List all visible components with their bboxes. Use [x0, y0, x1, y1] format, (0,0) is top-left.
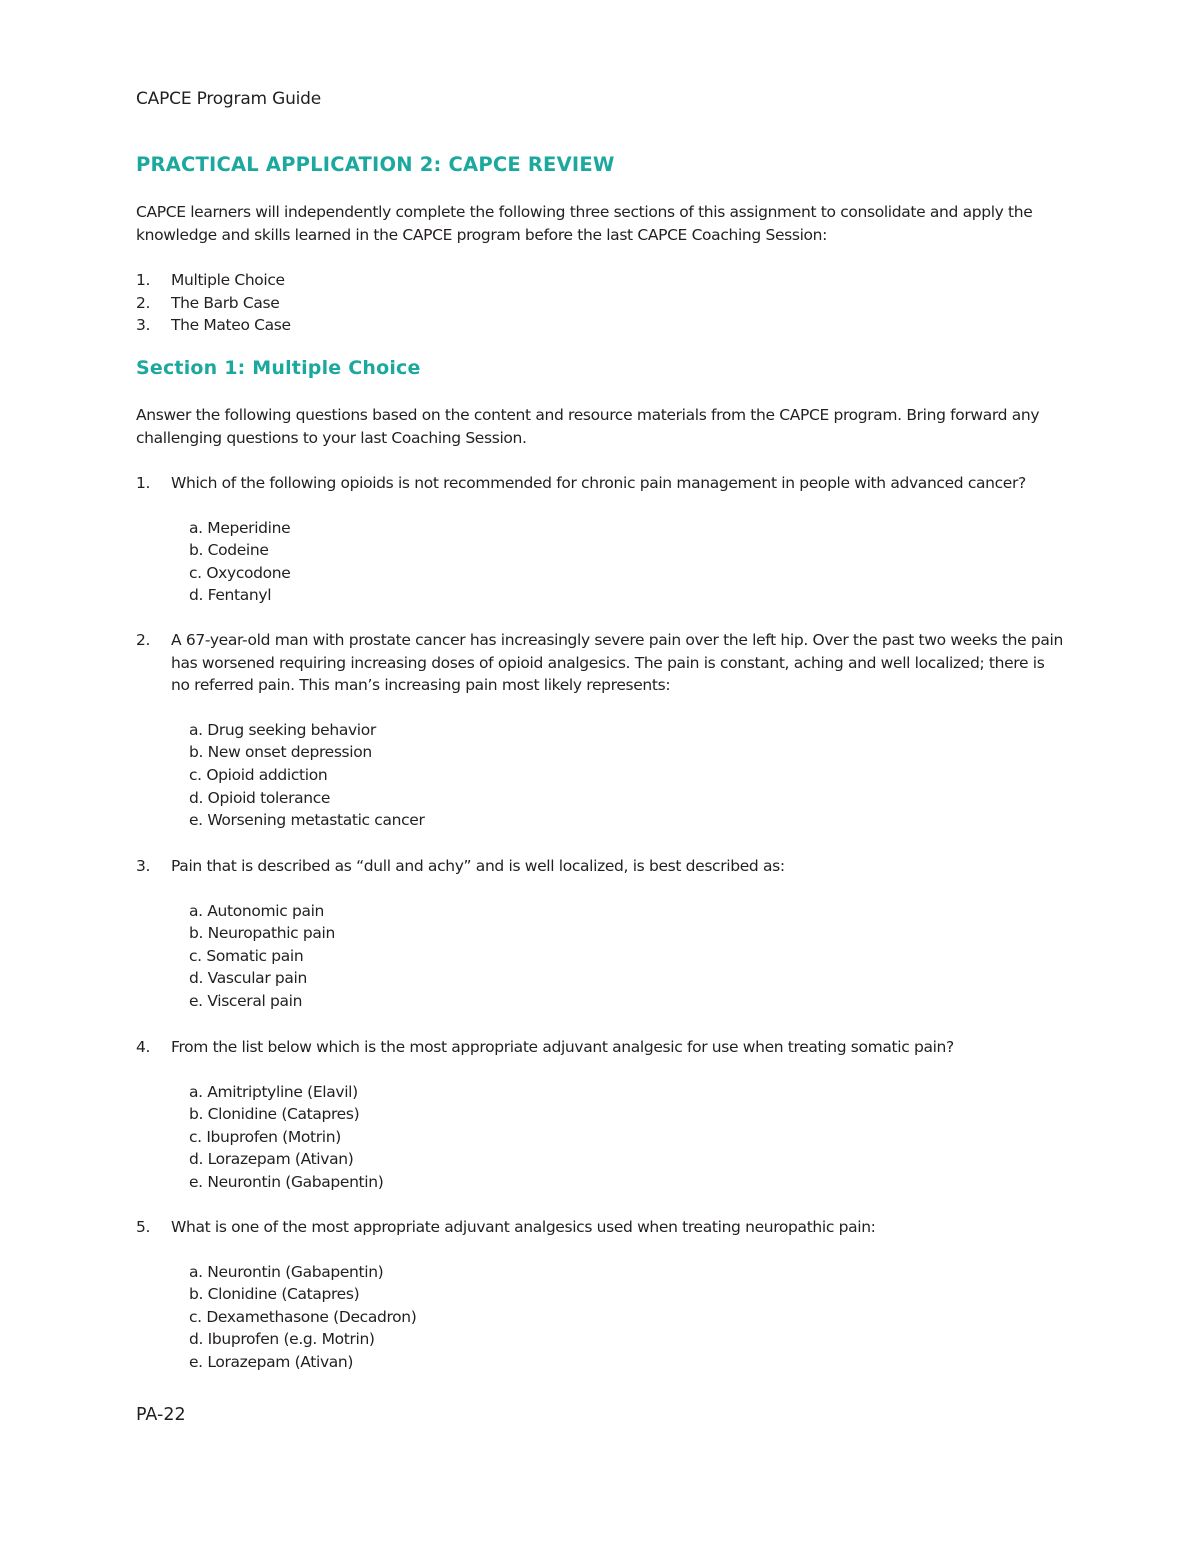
- question-3: [136, 855, 1076, 1013]
- question-text: Which of the following opioids is not recommended for chronic pain management in people with advanced cancer?: [171, 474, 1026, 492]
- answer-option: e. Worsening metastatic cancer: [189, 811, 425, 830]
- answer-option: e. Lorazepam (Ativan): [189, 1352, 354, 1371]
- answer-option: d. Opioid tolerance: [189, 788, 331, 807]
- question-stem: [136, 472, 1076, 495]
- question-number: 5.: [136, 1218, 151, 1236]
- question-stem: [136, 1216, 1076, 1239]
- answer-options: [189, 517, 1076, 607]
- list-number: 2.: [136, 293, 151, 312]
- answer-option: c. Oxycodone: [189, 563, 291, 582]
- answer-option: b. Codeine: [189, 541, 269, 560]
- answer-option: e. Visceral pain: [189, 991, 303, 1010]
- answer-option: a. Autonomic pain: [189, 901, 325, 920]
- question-2: [136, 629, 1076, 832]
- document-page: [136, 0, 1076, 1553]
- question-stem: [136, 855, 1076, 878]
- answer-option: a. Drug seeking behavior: [189, 720, 376, 739]
- list-number: 3.: [136, 316, 151, 335]
- answer-option: c. Ibuprofen (Motrin): [189, 1127, 341, 1146]
- answer-option: a. Amitriptyline (Elavil): [189, 1082, 358, 1101]
- answer-option: a. Meperidine: [189, 518, 291, 537]
- answer-option: d. Fentanyl: [189, 586, 272, 605]
- page-number: PA-22: [136, 1405, 186, 1425]
- list-text: The Barb Case: [171, 293, 280, 312]
- answer-options: [189, 1261, 1076, 1374]
- list-item: [136, 269, 291, 292]
- list-item: [136, 314, 291, 337]
- answer-option: b. Clonidine (Catapres): [189, 1105, 360, 1124]
- answer-option: b. Neuropathic pain: [189, 924, 335, 943]
- list-item: [136, 292, 291, 315]
- answer-option: e. Neurontin (Gabapentin): [189, 1172, 384, 1191]
- answer-options: [189, 719, 1076, 832]
- answer-option: c. Dexamethasone (Decadron): [189, 1307, 417, 1326]
- question-number: 2.: [136, 631, 151, 649]
- answer-option: b. Clonidine (Catapres): [189, 1285, 360, 1304]
- list-text: Multiple Choice: [171, 271, 285, 289]
- question-number: 3.: [136, 857, 151, 875]
- answer-option: c. Somatic pain: [189, 946, 304, 965]
- answer-option: c. Opioid addiction: [189, 765, 328, 784]
- question-text: From the list below which is the most appropriate adjuvant analgesic for use when treating somatic pain?: [171, 1038, 954, 1056]
- answer-options: [189, 1081, 1076, 1194]
- question-number: 1.: [136, 474, 151, 492]
- sections-list: [136, 269, 291, 337]
- question-5: [136, 1216, 1076, 1374]
- question-text: What is one of the most appropriate adjuvant analgesics used when treating neuropathic pain:: [171, 1218, 876, 1236]
- running-header: CAPCE Program Guide: [136, 89, 322, 109]
- answer-option: d. Lorazepam (Ativan): [189, 1150, 354, 1169]
- section-heading: Section 1: Multiple Choice: [136, 357, 421, 379]
- section-instructions: Answer the following questions based on the content and resource materials from the CAPCE program. Bring forward any challenging questions to your last Coaching Session.: [136, 406, 1040, 447]
- intro-paragraph: CAPCE learners will independently complete the following three sections of this assignment to consolidate and apply the knowledge and skills learned in the CAPCE program before the last CAPCE Coaching Session:: [136, 203, 1033, 244]
- question-text: A 67-year-old man with prostate cancer has increasingly severe pain over the left hip. Over the past two weeks the pain has worsened requiring increasing doses of opioid analgesics. The pain is constant, aching and well localized; there is no referred pain. This man’s increasing pain most likely represents:: [171, 631, 1063, 695]
- question-1: [136, 472, 1076, 607]
- answer-option: b. New onset depression: [189, 743, 372, 762]
- question-stem: [136, 629, 1076, 697]
- question-text: Pain that is described as “dull and achy” and is well localized, is best described as:: [171, 857, 785, 875]
- question-4: [136, 1036, 1076, 1194]
- answer-options: [189, 900, 1076, 1013]
- answer-option: d. Ibuprofen (e.g. Motrin): [189, 1330, 375, 1349]
- answer-option: d. Vascular pain: [189, 969, 307, 988]
- page-title: PRACTICAL APPLICATION 2: CAPCE REVIEW: [136, 153, 615, 176]
- answer-option: a. Neurontin (Gabapentin): [189, 1262, 384, 1281]
- list-number: 1.: [136, 271, 151, 289]
- question-stem: [136, 1036, 1076, 1059]
- question-number: 4.: [136, 1038, 151, 1056]
- list-text: The Mateo Case: [171, 316, 291, 335]
